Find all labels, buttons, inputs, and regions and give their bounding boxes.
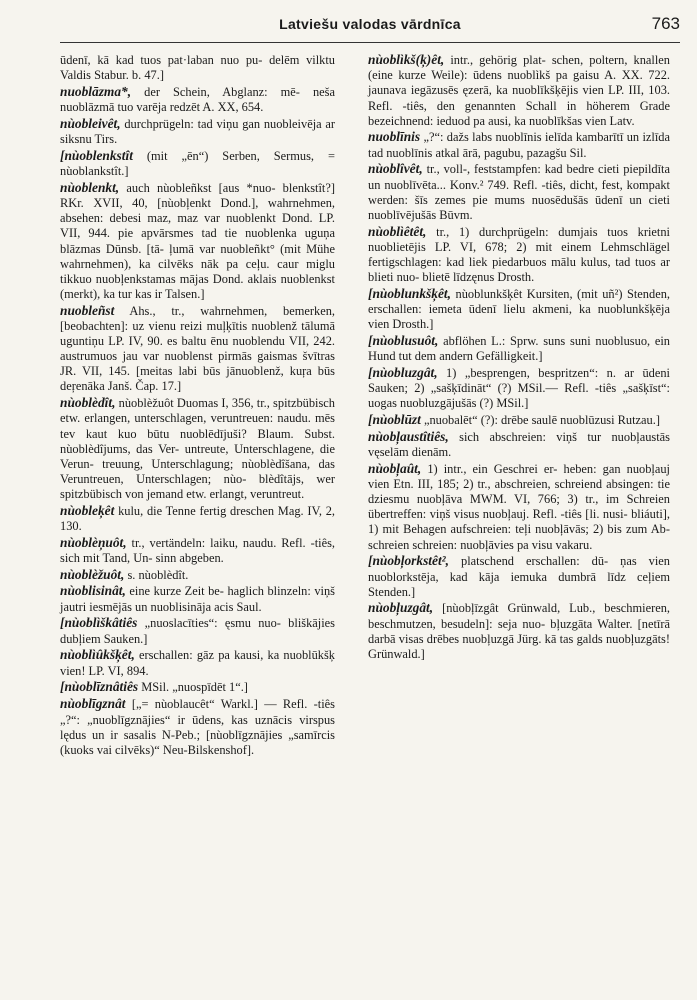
left-column xyxy=(60,52,335,758)
entry-headword: [nùoblunkšķêt, xyxy=(368,285,451,301)
entry-headword: nùoblìûkšķêt, xyxy=(60,647,135,663)
entry-headword: nùobleivêt, xyxy=(60,115,121,131)
entry-headword: nùoblèņuôt, xyxy=(60,534,127,550)
entry-headword: nùoblîvêt, xyxy=(368,161,423,177)
right-column xyxy=(368,52,670,663)
dictionary-entry xyxy=(368,461,670,553)
entry-headword: nùobļaustîtiês, xyxy=(368,428,449,444)
entry-headword: nùobļuzgât, xyxy=(368,600,434,616)
entry-headword: nùoblenkt, xyxy=(60,179,120,195)
running-title: Latviešu valodas vārdnīca xyxy=(279,16,461,32)
dictionary-entry xyxy=(60,647,335,678)
entry-headword: [nùobluzgât, xyxy=(368,364,438,380)
page-number: 763 xyxy=(651,14,680,33)
dictionary-entry xyxy=(60,696,335,758)
dictionary-entry xyxy=(60,84,335,115)
dictionary-entry xyxy=(368,412,670,428)
entry-headword: nuoblīnis xyxy=(368,129,421,145)
dictionary-entry xyxy=(368,553,670,600)
dictionary-entry xyxy=(60,52,335,83)
dictionary-entry xyxy=(60,503,335,534)
entry-headword: nùoblìkš(ķ)êt, xyxy=(368,52,445,67)
entry-headword: [nùoblūzt xyxy=(368,411,421,427)
dictionary-entry xyxy=(60,303,335,395)
entry-headword: [nùoblenkstît xyxy=(60,147,133,163)
entry-text: durchprügeln: tad viņu gan nuobleivēja ar siksnu Tirs. xyxy=(60,116,335,147)
entry-text: s. nùoblèdît. xyxy=(124,567,189,582)
entry-headword: nuobleñst xyxy=(60,302,115,318)
dictionary-entry xyxy=(368,161,670,223)
entry-headword: nuoblāzma*, xyxy=(60,83,132,99)
entry-text: abflöhen L.: Sprw. suns suni nuoblusuo, ein Hund tut dem andern Gefälligkeit.] xyxy=(368,333,670,364)
entry-text: (mit „ēn“) Serben, Sermus, = nùoblankstît.] xyxy=(60,148,335,179)
entry-text: erschallen: gāz pa kausi, ka nuoblūkšķ vien! LP. VI, 894. xyxy=(60,648,335,678)
dictionary-entry xyxy=(368,224,670,286)
dictionary-entry xyxy=(60,615,335,646)
dictionary-entry xyxy=(368,429,670,460)
entry-text: auch nùobleñkst [aus *nuo- blenkstît?] RKr. XVII, 40, [nùobļenkt Dond.], wahrnehmen, absehen: debesi maz, maz var nuoblenkt Dond. LP. VII, 944. pie apvārsmes tad tie nuoblenka uguņa blāzmas Dūnsb. [tā- ļumā var nuobleñkt° (mit Mühe wahrnehmen), ka cilvēks nāk pa ceļu. caur miglu tikkuo nuobļenkstamas mājas Dond. aklais nuoblenkst (merkt), ka tur kas ir Talsen.] xyxy=(60,180,335,301)
entry-text: nùoblèžuôt Duomas I, 356, tr., spitzbübisch etw. erlangen, unterschlagen, veruntreuen: naudu. mēs tev kaut kuo būtu nuoblēdījuši? Blaum. Subst. nùoblèdîjums, das Ver- untreute, Unterschlagene, die Verun- treuung, Unterschlagung; nùoblèdîšana, das Veruntreuen, Unterschlagen; nùo- blèdîtājs, wer spitzbübisch von jemand etw. erlangt, veruntreut. xyxy=(60,396,335,502)
entry-text: intr., gehörig plat- schen, poltern, knallen (eine kurze Weile): ūdens nuoblìkš pa gaisu A. XX. 722. jaunava iegāzusēs ęzerā, ka nuoblīkšķējis vien LP. III, 103. Refl. -tiês, den genannten Schall in höherem Grade bezeichnend: ieduod pa ausi, ka nuoblīkšas vien Latv. xyxy=(368,53,670,128)
entry-text: „nuobalēt“ (?): drēbe saulē nuoblūzusi Rutzau.] xyxy=(420,412,660,427)
entry-text: kulu, die Tenne fertig dreschen Mag. IV, 2, 130. xyxy=(60,503,335,533)
page-header xyxy=(60,10,680,43)
dictionary-entry xyxy=(60,679,335,695)
entry-text: nùoblunkšķêt Kursiten, (mit uñ²) Stenden, erschallen: iemeta ūdenī lielu akmeni, ka nuoblunkšķēja vien Drosth.] xyxy=(368,286,670,332)
entry-headword: [nùoblìškâtiês xyxy=(60,615,138,631)
entry-headword: nùoblīgznât xyxy=(60,696,126,712)
entry-text: ūdenī, kā kad tuos pat·laban nuo pu- delēm vilktu Valdis Stabur. b. 47.] xyxy=(60,53,335,83)
entry-headword: [nùoblusuôt, xyxy=(368,332,439,348)
entry-text: platschend erschallen: dū- ņas vien nuoblorkstēja, kad kāja iemuka dumbrā līdz ceļiem Stenden.] xyxy=(368,554,670,599)
entry-text: [„= nùoblaucêt“ Warkl.] — Refl. -tiês „?“: „nuoblīgznājies“ ir ūdens, kas uznācis virspus lędus un ir sasalis N-Peb.; [nùoblīgznājies „samīrcis (kuoks vai cilvēks)“ Neu-Bilskenshof]. xyxy=(60,697,335,757)
dictionary-entry xyxy=(60,535,335,566)
entry-text: MSil. „nuospīdēt 1“.] xyxy=(138,680,248,695)
dictionary-entry xyxy=(368,52,670,129)
entry-headword: nùoblisinât, xyxy=(60,583,126,599)
entry-text: tr., vertändeln: laiku, naudu. Refl. -tiês, sich mit Tand, Un- sinn abgeben. xyxy=(60,535,335,565)
dictionary-entry xyxy=(368,286,670,333)
entry-text: tr., 1) durchprügeln: dumjais tuos krietni nuoblietējis LP. VI, 678; 2) mit einem Lehmschlägel fertigschlagen: kad liek piedarbuos mālu kulus, tad tuos ar blieti nuo- blietē līdzęnus Drosth. xyxy=(368,224,670,285)
entry-headword: nùoblèžuôt, xyxy=(60,566,125,582)
entry-headword: nùobleķêt xyxy=(60,502,115,518)
entry-text: Ahs., tr., wahrnehmen, bemerken, [beobachten]: uz vienu reizi muļķītis nuoblenž tālumā uguntiņu LP. IV, 90. es baltu ēnu nuoblendu VII, 242. austrumuos jau var nuoblenst pirmās gaismas švītras JR. VII, 145. [meitas labi būs jānuoblenž, kuŗa būs deŗenāka Janš. Čap. 17.] xyxy=(60,303,335,394)
dictionary-entry xyxy=(60,567,335,583)
dictionary-entry xyxy=(60,180,335,302)
entry-text: der Schein, Abglanz: mē- neša nuoblāzmā tuo varēja redzēt A. XX, 654. xyxy=(60,84,335,115)
dictionary-entry xyxy=(60,395,335,502)
dictionary-entry xyxy=(60,116,335,147)
dictionary-entry xyxy=(60,148,335,179)
entry-text: „?“: dažs labs nuoblīnis ielīda kambarītī un izlīda tad nuoblīnis atkal ārā, pagubu, pazagšu Sil. xyxy=(368,130,670,160)
entry-text: tr., voll-, feststampfen: kad bedre cieti piepildīta un nuoblīvēta... Konv.² 749. Refl. -tiês, dicht, fest, kompakt werden: šīs zemes pie mums nuosēdušās ūdenī un cieti nuoblīvējušās Būvm. xyxy=(368,162,670,222)
dictionary-entry xyxy=(368,333,670,364)
entry-text: 1) „besprengen, bespritzen“: n. ar ūdeni Sauken; 2) „sašķīdināt“ (?) MSil.— Refl. -tiês „sašķīst“: uogas nuobluzgājušās (?) MSil.] xyxy=(368,365,670,411)
entry-headword: [nùoblīznâtiês xyxy=(60,679,139,695)
entry-text: eine kurze Zeit be- haglich blinzeln: viņš jautri iesmējās un nuoblisināja acis Saul. xyxy=(60,584,335,614)
entry-headword: [nùobļorkstêt², xyxy=(368,553,450,569)
entry-headword: nùoblìêtêt, xyxy=(368,223,427,239)
dictionary-entry xyxy=(60,583,335,614)
dictionary-entry xyxy=(368,129,670,160)
dictionary-entry xyxy=(368,600,670,662)
entry-text: [nùobļīzgât Grünwald, Lub., beschmieren, beschmutzen, besudeln]: seja nuo- bļuzgāta Walter. [netīrā darbā visas drēbes nuobļuzgā Jürg. kā tas galds nuobļuzgāts! Grünwald.] xyxy=(368,601,670,661)
entry-headword: nùobļaût, xyxy=(368,460,422,476)
entry-text: sich abschreien: viņš tur nuobļaustās vęselām dienām. xyxy=(368,429,670,460)
entry-text: 1) intr., ein Geschrei er- heben: gan nuobļauj vien Etn. III, 185; 2) tr., abschreien, schreiend absingen: tie dziesmu nuobļāva MWM. VI, 766; 3) tr., im Schreien übertreffen: viņš visus nuobļauj. Refl. -tiês [li. nusi- bliáuti], 1) mit Behagen aufschreien: teļi nuobļāvās; 2) bis zum Ab- schreien schreien: nuobļāvies pa visu vakaru. xyxy=(368,461,670,552)
entry-text: „nuoslacīties“: ęsmu nuo- bliškājies dubļiem Sauken.] xyxy=(60,616,335,646)
entry-headword: nùoblèdît, xyxy=(60,395,116,411)
dictionary-entry xyxy=(368,365,670,412)
